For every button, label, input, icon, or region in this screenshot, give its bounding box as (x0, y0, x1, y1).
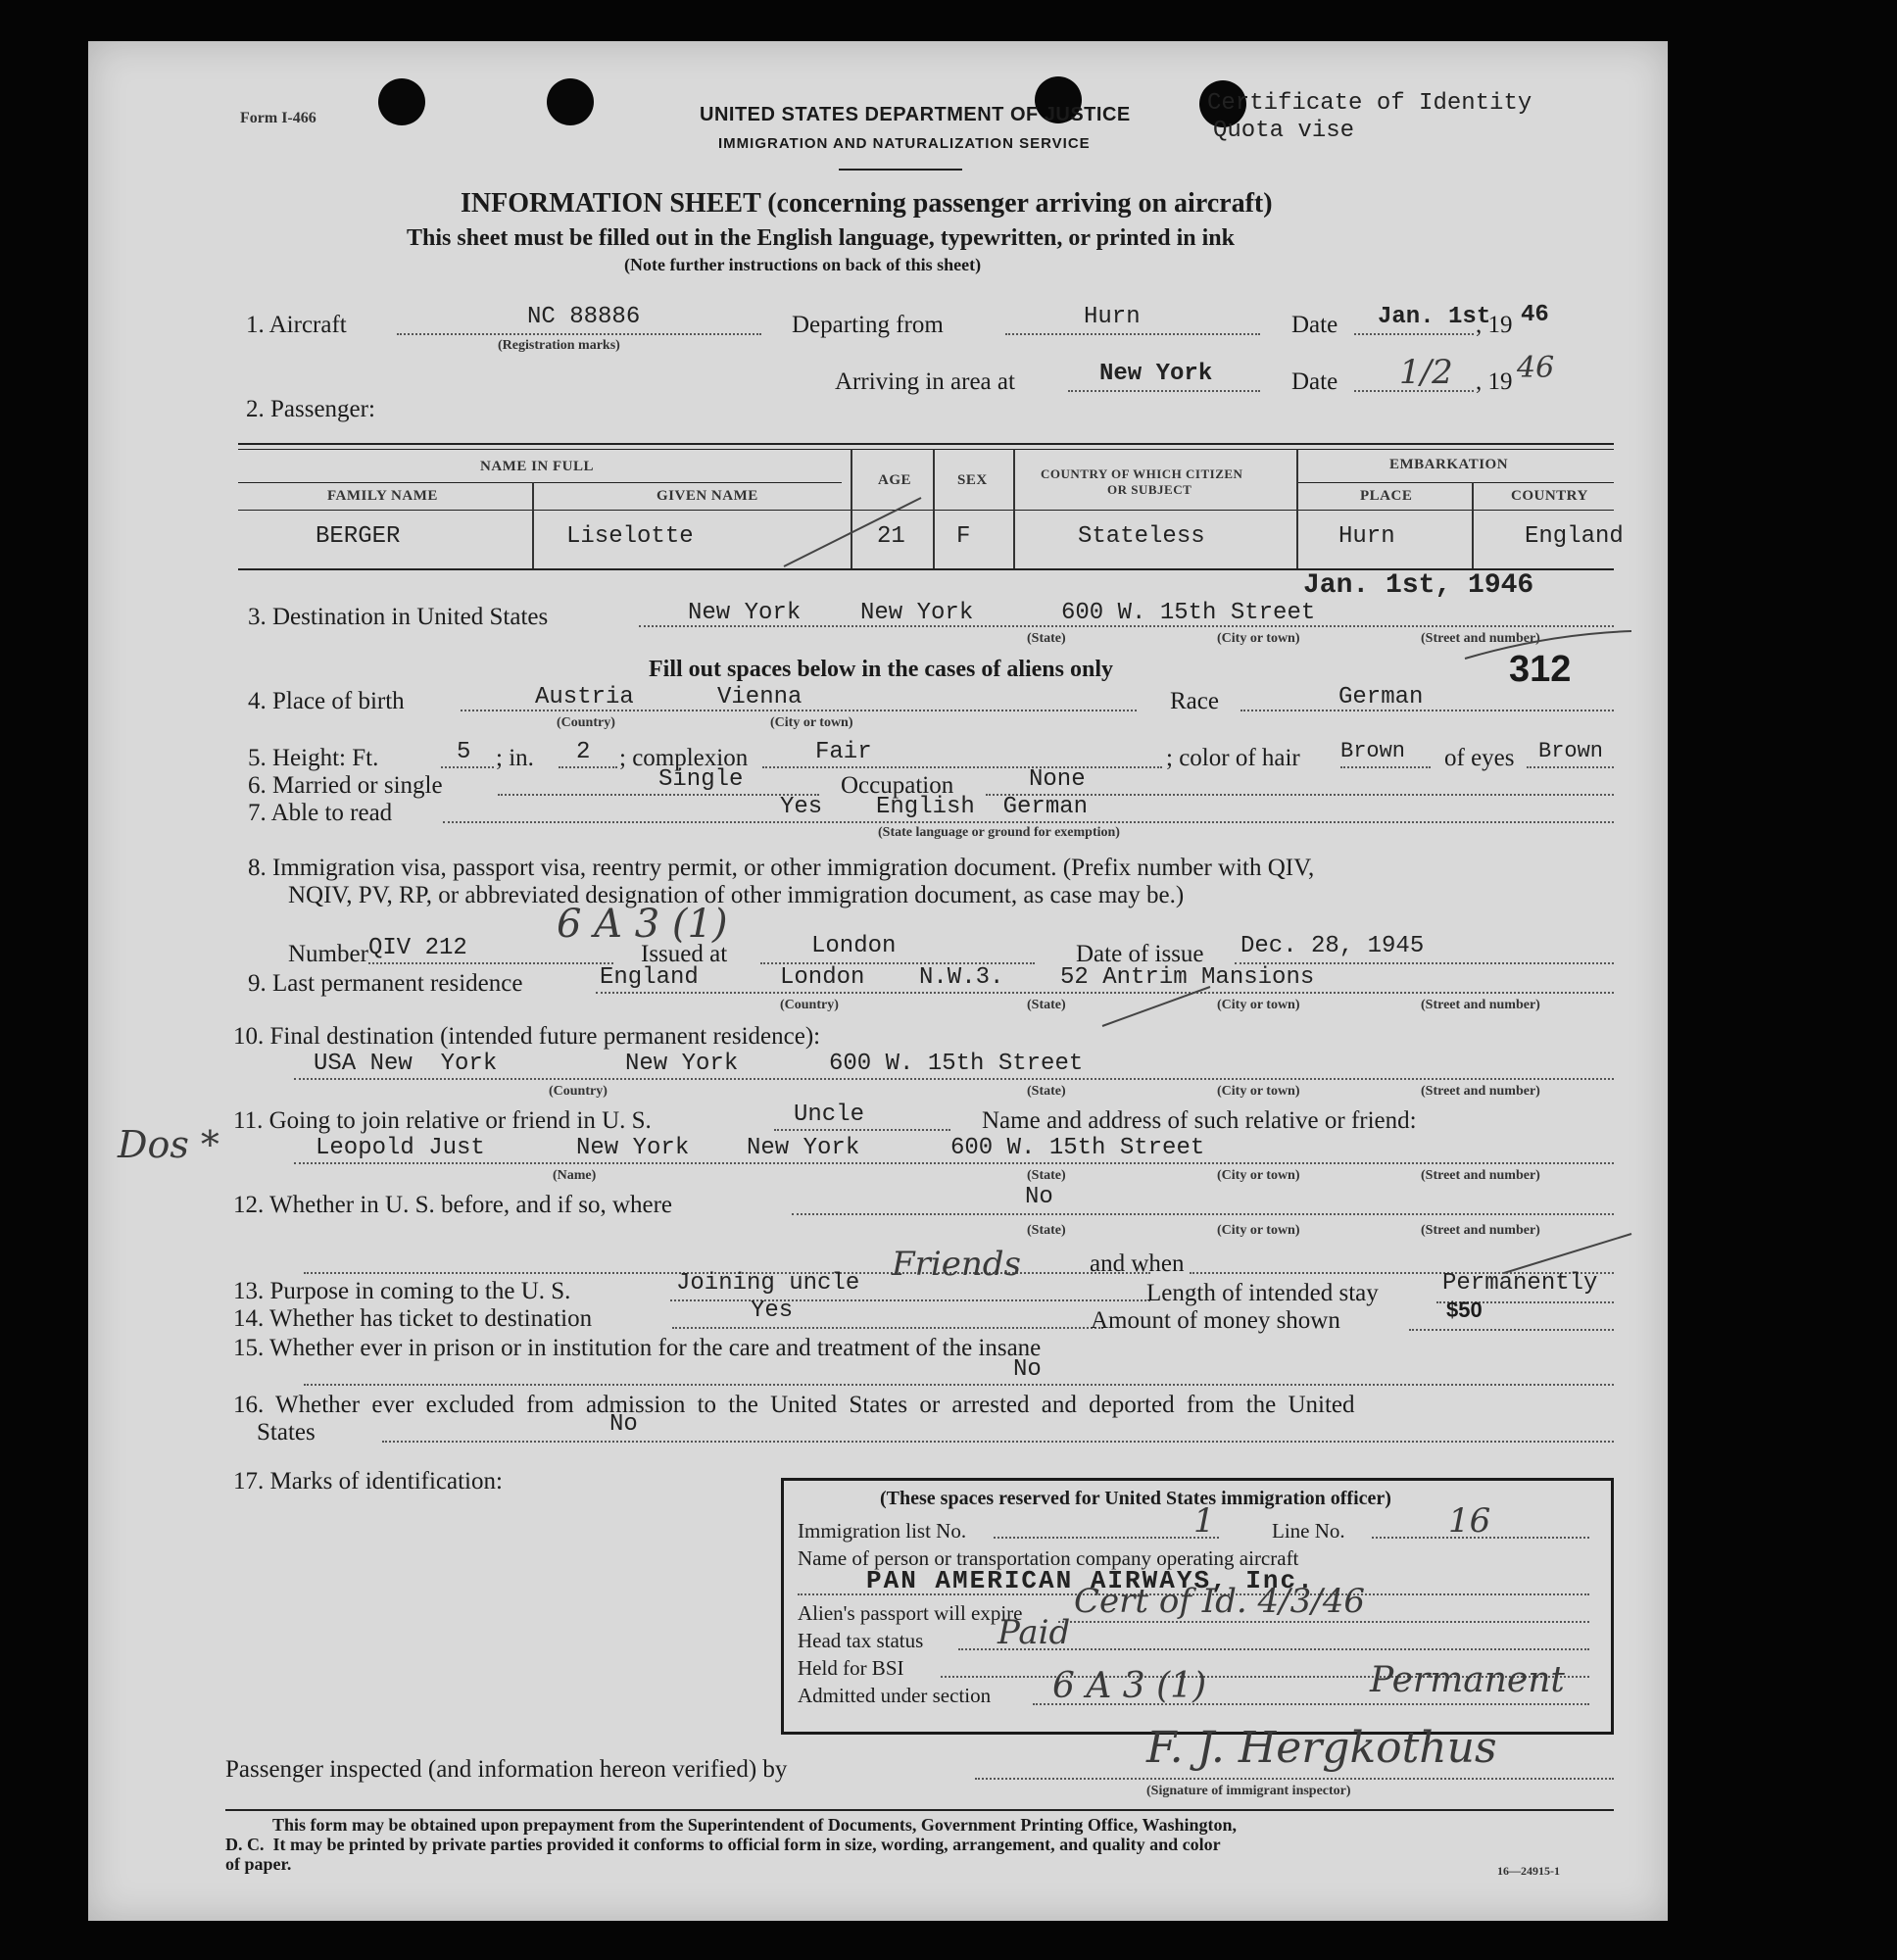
family-name-value: BERGER (316, 523, 401, 550)
money-line (1409, 1329, 1614, 1331)
read-caption: (State language or ground for exemption) (878, 825, 1120, 840)
issued-at-value: London (811, 933, 897, 959)
birth-city-caption: (City or town) (770, 715, 853, 730)
final-street: 600 W. 15th Street (829, 1051, 1084, 1077)
visa-instructions-1: 8. Immigration visa, passport visa, reentry permit, or other immigration document. (Prefix number with QIV, (248, 855, 1315, 881)
birth-country: Austria (535, 684, 634, 710)
relative-name-caption: (Name) (553, 1168, 597, 1183)
line-no-value: 16 (1448, 1501, 1491, 1541)
col-divider (1472, 482, 1474, 568)
when-label: and when (1090, 1250, 1185, 1277)
read-line (443, 821, 1614, 823)
issued-at-label: Issued at (641, 941, 728, 967)
final-state: New York (625, 1051, 739, 1077)
relative-street-caption: (Street and number) (1421, 1168, 1540, 1183)
height-in-label: ; in. (496, 745, 534, 771)
bsi-label: Held for BSI (798, 1656, 904, 1680)
read-languages: English German (876, 794, 1089, 820)
destination-label: 3. Destination in United States (248, 604, 549, 630)
th-family-name: FAMILY NAME (327, 488, 438, 504)
head-tax-label: Head tax status (798, 1629, 924, 1652)
arrival-date-value: 1/2 (1399, 353, 1453, 392)
sex-value: F (956, 523, 971, 550)
visa-handwritten-section: 6 A 3 (1) (557, 902, 728, 947)
officer-box-title: (These spaces reserved for United States immigration officer) (880, 1488, 1391, 1509)
departing-label: Departing from (792, 312, 944, 338)
header-divider (839, 169, 962, 171)
residence-city: N.W.3. (919, 964, 1004, 991)
corner-note-line1: Certificate of Identity (1207, 90, 1532, 117)
excluded-line (382, 1441, 1614, 1443)
passenger-label: 2. Passenger: (246, 396, 375, 422)
destination-state-caption: (State) (1027, 631, 1066, 646)
prior-us-city-caption: (City or town) (1217, 1223, 1300, 1238)
prior-us-handwritten: Friends (892, 1245, 1021, 1284)
relative-address-label: Name and address of such relative or friend: (982, 1107, 1417, 1134)
prior-us-value: No (1025, 1184, 1053, 1210)
footer-line2: D. C. It may be printed by private parties provided it conforms to official form in size, wording, arrangement, and quality and color (225, 1835, 1221, 1854)
prior-us-line (792, 1213, 1614, 1215)
excluded-instructions-1: 16. Whether ever excluded from admission to the United States or arrested and deported from the United (233, 1392, 1355, 1418)
prison-value: No (1013, 1356, 1042, 1383)
inspector-signature-line (975, 1778, 1614, 1780)
service-name: IMMIGRATION AND NATURALIZATION SERVICE (718, 135, 1091, 152)
head-tax-value: Paid (997, 1613, 1071, 1652)
aliens-only-heading: Fill out spaces below in the cases of aliens only (649, 657, 1114, 682)
purpose-line (670, 1299, 1150, 1301)
birth-city: Vienna (717, 684, 803, 710)
form-sheet (88, 41, 1668, 1921)
arrival-date-label: Date (1291, 368, 1338, 395)
stamp-number: 312 (1509, 649, 1572, 690)
name-header-rule (238, 482, 842, 483)
final-country-caption: (Country) (549, 1084, 608, 1099)
citizen-value: Stateless (1078, 523, 1205, 550)
read-label: 7. Able to read (248, 800, 393, 826)
th-embarkation: EMBARKATION (1389, 457, 1509, 472)
final-destination-line (294, 1078, 1614, 1080)
residence-label: 9. Last permanent residence (248, 970, 523, 997)
department-name: UNITED STATES DEPARTMENT OF JUSTICE (700, 104, 1131, 125)
hair-line (1340, 766, 1431, 768)
company-value: PAN AMERICAN AIRWAYS, Inc. (866, 1566, 1315, 1595)
immigration-list-line (994, 1537, 1219, 1539)
eyes-label: of eyes (1444, 745, 1515, 771)
emb-header-rule (1296, 482, 1614, 483)
registration-caption: (Registration marks) (498, 338, 620, 353)
line-no-label: Line No. (1272, 1519, 1345, 1543)
prior-us-state-caption: (State) (1027, 1223, 1066, 1238)
given-name-value: Liselotte (566, 523, 694, 550)
pen-stroke (1460, 629, 1636, 668)
col-divider (1296, 449, 1298, 568)
relative-name: Leopold Just (316, 1135, 485, 1161)
table-top-rule (238, 443, 1614, 445)
complexion-line (762, 766, 1162, 768)
complexion-value: Fair (815, 739, 872, 765)
embark-country-value: England (1525, 523, 1624, 550)
relative-street: 600 W. 15th Street (950, 1135, 1205, 1161)
race-label: Race (1170, 688, 1219, 714)
prison-line (304, 1384, 1614, 1386)
footer-line1: This form may be obtained upon prepayment from the Superintendent of Documents, Government Printing Office, Washington, (272, 1815, 1238, 1835)
residence-state: London (780, 964, 865, 991)
final-street-caption: (Street and number) (1421, 1084, 1540, 1099)
prison-label: 15. Whether ever in prison or in institution for the care and treatment of the insane (233, 1335, 1042, 1361)
birth-country-caption: (Country) (557, 715, 615, 730)
th-country-citizen: COUNTRY OF WHICH CITIZEN (1041, 466, 1243, 481)
th-country-subject: OR SUBJECT (1107, 482, 1192, 497)
year-prefix: , 19 (1476, 312, 1513, 338)
prior-us-street-caption: (Street and number) (1421, 1223, 1540, 1238)
visa-number-label: Number (288, 941, 368, 967)
arrival-year-prefix: , 19 (1476, 368, 1513, 395)
issue-date-value: Dec. 28, 1945 (1240, 933, 1425, 959)
inspected-label: Passenger inspected (and information hereon verified) by (225, 1756, 788, 1783)
marital-value: Single (658, 766, 744, 793)
departing-line (1005, 333, 1260, 335)
arriving-value: New York (1099, 361, 1213, 387)
eyes-line (1527, 766, 1614, 768)
expire-label: Alien's passport will expire (798, 1601, 1023, 1625)
height-in-line (559, 766, 617, 768)
company-label: Name of person or transportation company operating aircraft (798, 1546, 1299, 1570)
stay-label: Length of intended stay (1146, 1280, 1379, 1306)
ticket-value: Yes (751, 1298, 794, 1324)
departing-value: Hurn (1084, 304, 1141, 330)
relative-state-caption: (State) (1027, 1168, 1066, 1183)
relative-city-caption: (City or town) (1217, 1168, 1300, 1183)
departure-date-value: Jan. 1st (1378, 304, 1491, 330)
identification-marks-label: 17. Marks of identification: (233, 1468, 503, 1494)
col-divider (532, 482, 534, 568)
join-line (774, 1129, 950, 1131)
relative-city: New York (747, 1135, 860, 1161)
height-ft-value: 5 (457, 739, 471, 765)
aircraft-value: NC 88886 (527, 304, 641, 330)
expire-line (1058, 1621, 1589, 1623)
purpose-label: 13. Purpose in coming to the U. S. (233, 1278, 571, 1304)
race-value: German (1338, 684, 1424, 710)
expire-value: Cert of Id. 4/3/46 (1074, 1582, 1365, 1621)
margin-note: Dos * (118, 1123, 219, 1166)
residence-street: 52 Antrim Mansions (1060, 964, 1315, 991)
marital-line (498, 794, 819, 796)
departure-year: 46 (1521, 302, 1549, 328)
final-country: USA New York (314, 1051, 498, 1077)
embark-place-value: Hurn (1338, 523, 1395, 550)
th-place: PLACE (1360, 488, 1413, 504)
relative-state: New York (576, 1135, 690, 1161)
purpose-value: Joining uncle (676, 1270, 860, 1297)
race-line (1240, 710, 1614, 711)
immigration-list-label: Immigration list No. (798, 1519, 967, 1543)
section-label: Admitted under section (798, 1684, 992, 1707)
residence-city-caption: (City or town) (1217, 998, 1300, 1012)
th-country: COUNTRY (1511, 488, 1588, 504)
visa-number-line (368, 962, 613, 964)
residence-state-caption: (State) (1027, 998, 1066, 1012)
complexion-label: ; complexion (619, 745, 749, 771)
departure-date-line (1354, 333, 1474, 335)
arriving-label: Arriving in area at (835, 368, 1015, 395)
table-top-rule2 (238, 449, 1614, 450)
hair-label: ; color of hair (1166, 745, 1300, 771)
ticket-label: 14. Whether has ticket to destination (233, 1305, 593, 1332)
arriving-line (1068, 390, 1260, 392)
join-relation: Uncle (794, 1102, 865, 1128)
aircraft-line (397, 333, 761, 335)
destination-city: New York (860, 600, 974, 626)
marital-label: 6. Married or single (248, 772, 443, 799)
height-in-value: 2 (576, 739, 591, 765)
form-number: Form I-466 (240, 110, 316, 126)
aircraft-label: 1. Aircraft (246, 312, 347, 338)
eyes-value: Brown (1538, 739, 1604, 763)
footer-code: 16—24915-1 (1497, 1864, 1560, 1878)
immigration-list-value: 1 (1193, 1501, 1215, 1541)
th-age: AGE (878, 472, 912, 488)
punch-hole (378, 78, 425, 125)
punch-hole (547, 78, 594, 125)
destination-city-caption: (City or town) (1217, 631, 1300, 646)
corner-note-line2: Quota vise (1213, 118, 1355, 144)
footer-line3: of paper. (225, 1854, 292, 1874)
hair-value: Brown (1340, 739, 1406, 763)
stay-value: Permanently (1442, 1270, 1598, 1297)
excluded-instructions-2: States (257, 1419, 316, 1446)
inspector-signature-caption: (Signature of immigrant inspector) (1146, 1784, 1351, 1798)
departure-date-label: Date (1291, 312, 1338, 338)
footer-rule (225, 1809, 1614, 1811)
final-city-caption: (City or town) (1217, 1084, 1300, 1099)
pen-stroke (1097, 982, 1215, 1031)
occupation-value: None (1029, 766, 1086, 793)
pen-stroke (774, 488, 931, 576)
visa-number-value: QIV 212 (368, 935, 467, 961)
visa-instructions-2: NQIV, PV, RP, or abbreviated designation of other immigration document, as case may be.) (288, 882, 1185, 908)
issue-date-label: Date of issue (1076, 941, 1204, 967)
money-label: Amount of money shown (1091, 1307, 1340, 1334)
destination-street-caption: (Street and number) (1421, 631, 1540, 646)
relative-line (294, 1162, 1614, 1164)
occupation-label: Occupation (841, 772, 954, 799)
section-value: 6 A 3 (1) (1052, 1666, 1207, 1706)
form-subtitle: This sheet must be filled out in the English language, typewritten, or printed in ink (407, 225, 1235, 251)
final-state-caption: (State) (1027, 1084, 1066, 1099)
prior-us-label: 12. Whether in U. S. before, and if so, where (233, 1192, 673, 1218)
th-given-name: GIVEN NAME (657, 488, 758, 504)
residence-street-caption: (Street and number) (1421, 998, 1540, 1012)
money-value: $50 (1446, 1298, 1483, 1322)
destination-state: New York (688, 600, 802, 626)
ticket-line (672, 1327, 1103, 1329)
col-divider (1013, 449, 1015, 568)
residence-country: England (600, 964, 699, 991)
excluded-value: No (609, 1411, 638, 1438)
read-value: Yes (780, 794, 823, 820)
destination-street: 600 W. 15th Street (1061, 600, 1316, 626)
stamp-date: Jan. 1st, 1946 (1303, 570, 1534, 601)
age-value: 21 (877, 523, 905, 550)
height-ft-line (441, 766, 494, 768)
th-name-in-full: NAME IN FULL (480, 459, 595, 474)
section-permanent: Permanent (1370, 1660, 1565, 1700)
join-label: 11. Going to join relative or friend in U. S. (233, 1107, 652, 1134)
inspector-signature: F. J. Hergkothus (1146, 1723, 1497, 1773)
birthplace-label: 4. Place of birth (248, 688, 405, 714)
final-destination-label: 10. Final destination (intended future permanent residence): (233, 1023, 821, 1050)
form-note: (Note further instructions on back of this sheet) (624, 255, 982, 274)
arrival-year: 46 (1517, 351, 1555, 385)
residence-country-caption: (Country) (780, 998, 839, 1012)
height-label: 5. Height: Ft. (248, 745, 379, 771)
form-title: INFORMATION SHEET (concerning passenger arriving on aircraft) (461, 188, 1273, 219)
th-sex: SEX (957, 472, 988, 488)
col-divider (933, 449, 935, 568)
